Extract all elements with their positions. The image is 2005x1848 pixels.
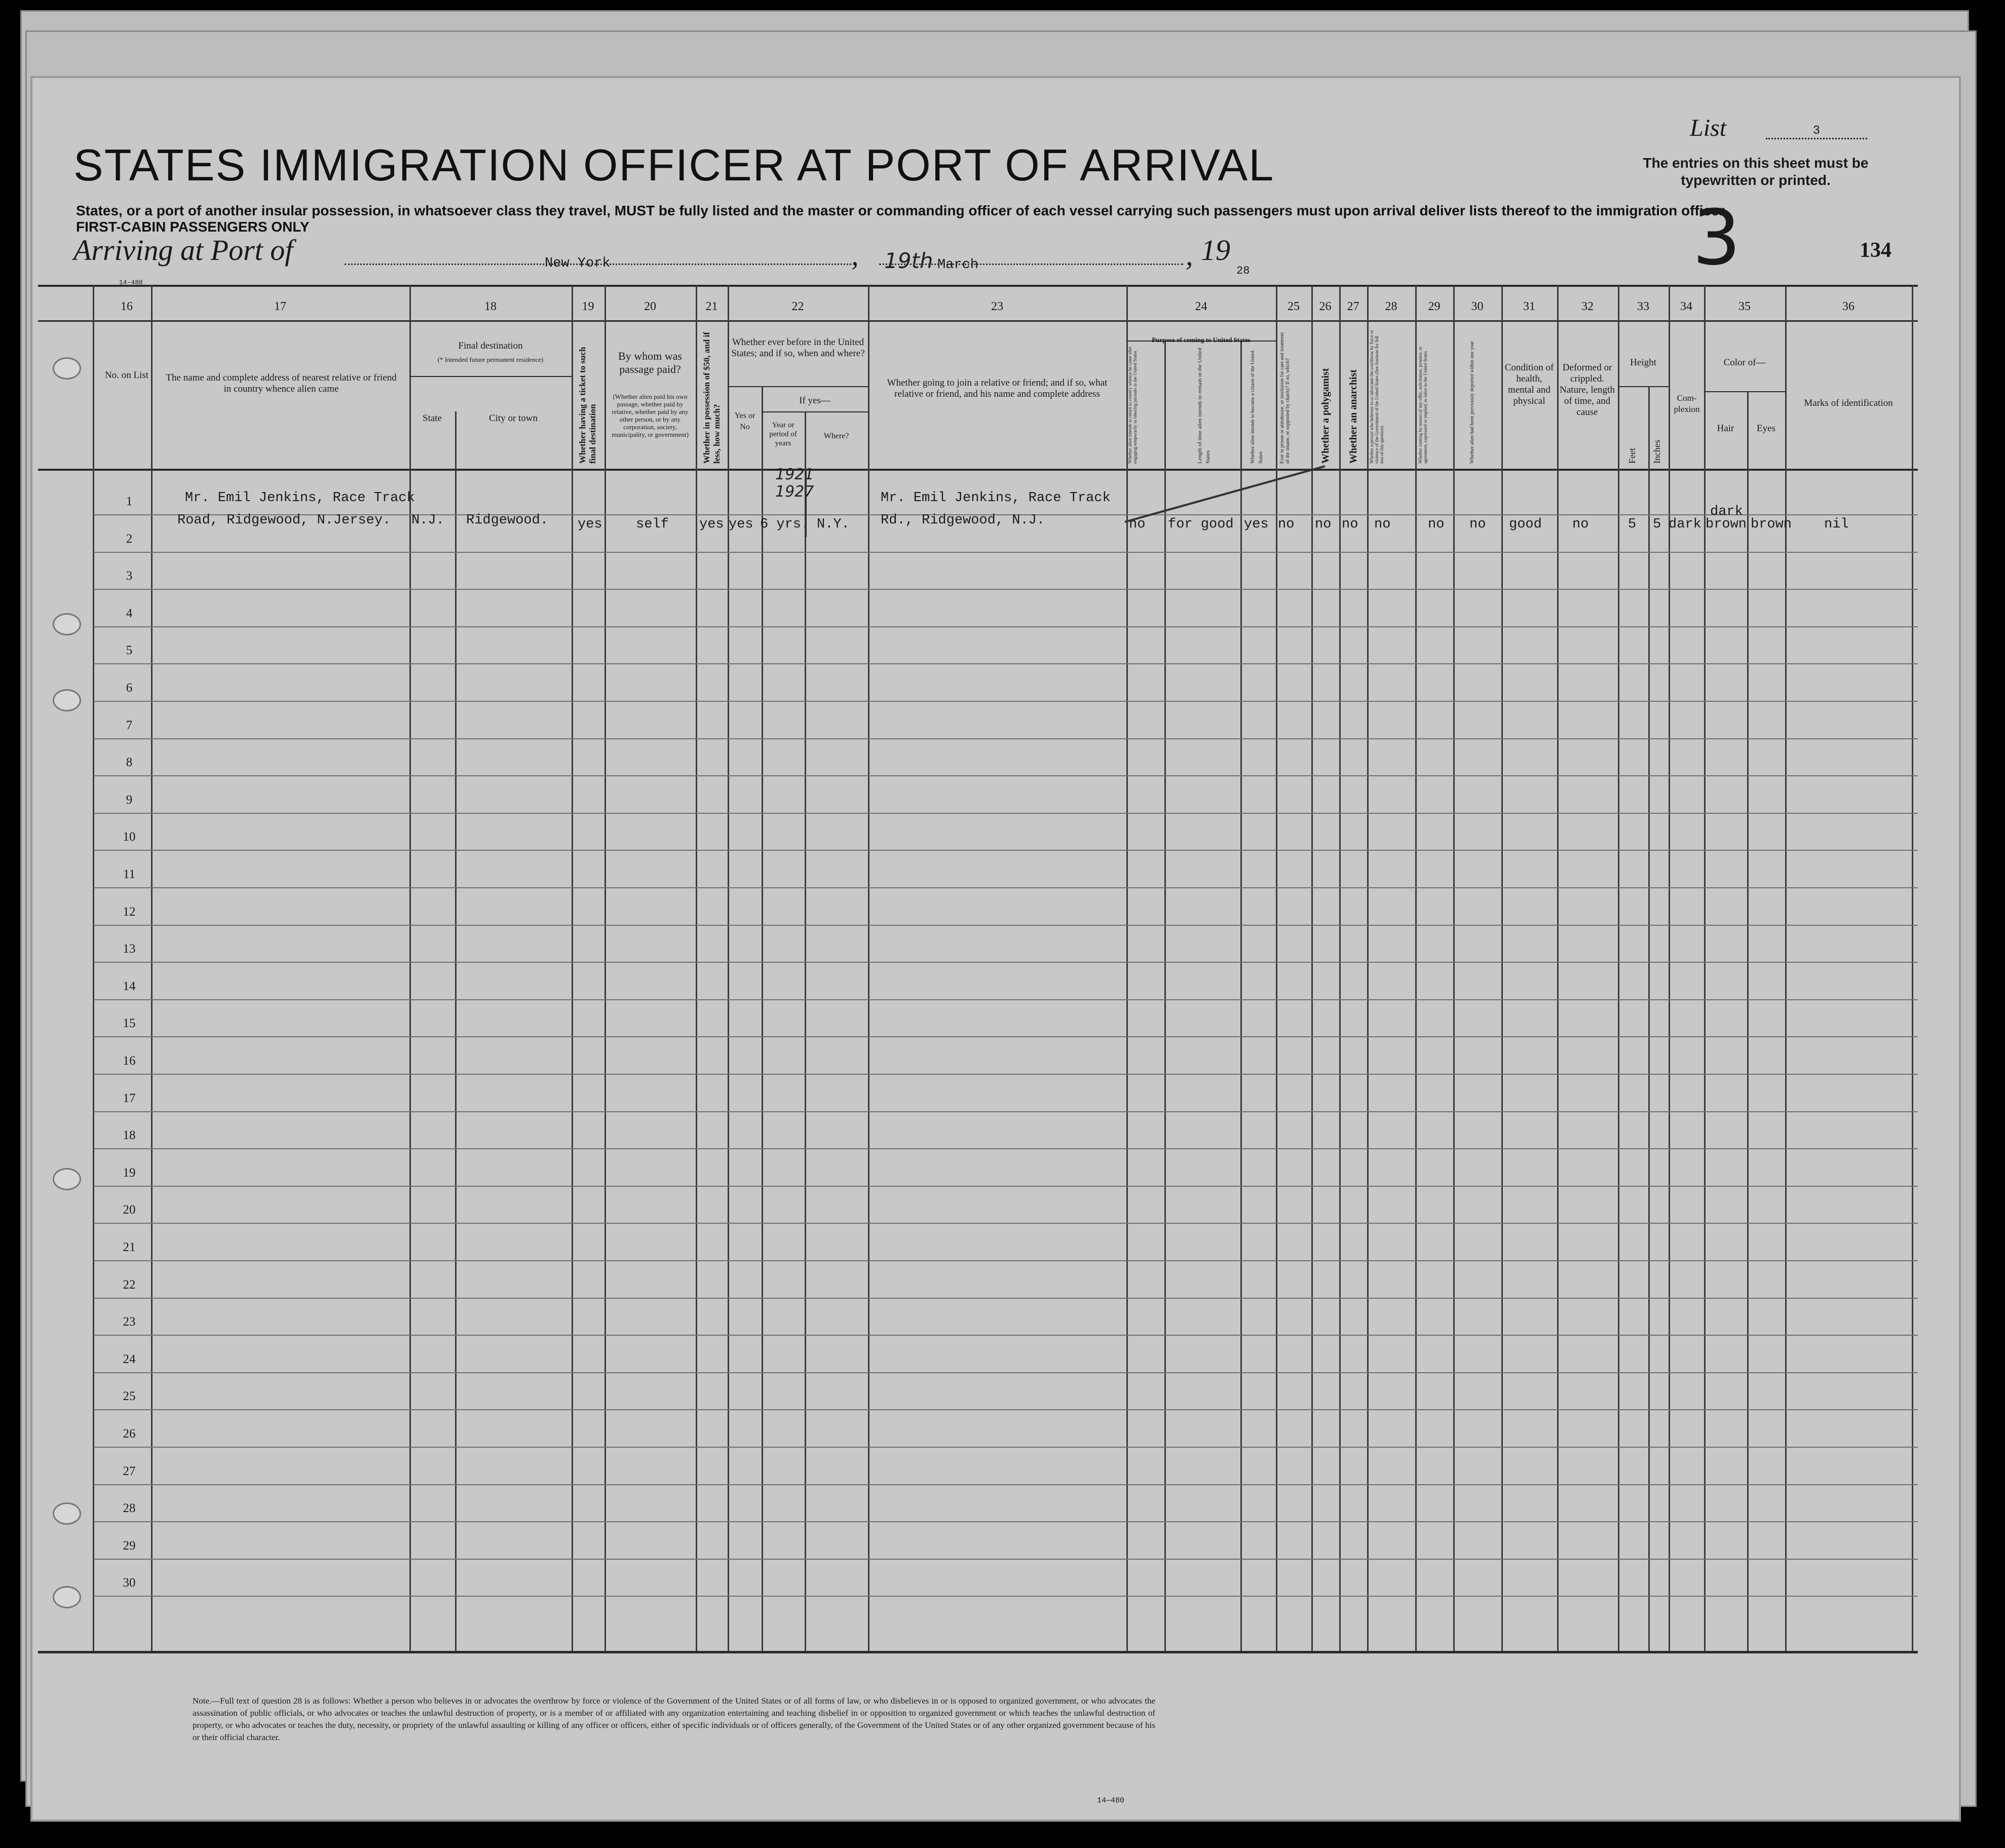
col-rule bbox=[728, 285, 729, 1651]
row1-deported: no bbox=[1469, 517, 1486, 532]
col-rule bbox=[93, 285, 94, 1651]
header-where: Where? bbox=[823, 432, 849, 440]
row1-hair-line1: dark bbox=[1710, 504, 1743, 519]
header-yes-no: Yes or No bbox=[734, 411, 755, 431]
header-final-destination-note: (* Intended future permanent residence) bbox=[437, 356, 544, 363]
col-rule bbox=[1557, 285, 1559, 1651]
comma: , bbox=[851, 239, 859, 272]
header-state: State bbox=[423, 413, 442, 424]
row1-polygamist: no bbox=[1315, 517, 1332, 532]
col-rule bbox=[1747, 391, 1749, 1651]
col-number: 16 bbox=[121, 300, 133, 313]
list-number: 3 bbox=[1766, 124, 1867, 139]
row-number: 18 bbox=[123, 1128, 136, 1143]
row-number: 22 bbox=[123, 1277, 136, 1292]
col-number: 24 bbox=[1195, 300, 1207, 313]
header-color-of: Color of— bbox=[1723, 357, 1766, 368]
col-number: 28 bbox=[1385, 300, 1397, 313]
row-rule bbox=[94, 999, 1918, 1000]
header-purpose-citizen: Whether alien intends to become a citizen of the United States bbox=[1250, 351, 1264, 464]
row1-prison: no bbox=[1278, 517, 1295, 532]
header-overthrow: Whether a person who believes in or advocates the overthrow by force or violence of the Government of the United States (See footnote for full text of this question) bbox=[1369, 330, 1384, 464]
row-number: 4 bbox=[126, 606, 133, 620]
header-prison: Ever in prison or almshouse, or institution for care and treatment of the insane, or supported by charity? If so, which? bbox=[1279, 332, 1291, 464]
row1-hair-line2: brown bbox=[1706, 517, 1747, 532]
header-complexion: Com-plexion bbox=[1674, 393, 1700, 414]
row-rule bbox=[94, 962, 1918, 963]
row-number: 27 bbox=[123, 1464, 136, 1478]
row-number: 13 bbox=[123, 942, 136, 956]
row1-length-stay: for good bbox=[1168, 517, 1234, 532]
col-number: 23 bbox=[991, 300, 1003, 313]
row-number: 24 bbox=[123, 1352, 136, 1366]
year-suffix: 28 bbox=[1236, 265, 1250, 277]
row-rule bbox=[94, 1559, 1918, 1560]
row-number: 16 bbox=[123, 1054, 136, 1068]
form-code: 14-480 bbox=[119, 279, 143, 286]
subheader-rule bbox=[762, 411, 868, 412]
col-number: 25 bbox=[1288, 300, 1300, 313]
header-marks: Marks of identification bbox=[1804, 398, 1893, 408]
row-rule bbox=[94, 589, 1918, 590]
row-rule bbox=[94, 738, 1918, 739]
col-number: 36 bbox=[1842, 300, 1855, 313]
header-polygamist: Whether a polygamist bbox=[1320, 368, 1331, 464]
header-hair: Hair bbox=[1717, 423, 1734, 434]
date-underline bbox=[879, 263, 1183, 265]
manifest-sheet bbox=[30, 76, 1961, 1822]
col-rule bbox=[1648, 386, 1650, 1651]
col-rule bbox=[1669, 285, 1670, 1651]
row1-inches: 5 bbox=[1653, 517, 1661, 532]
header-purpose: Purpose of coming to United States bbox=[1152, 336, 1251, 344]
header-feet: Feet bbox=[1627, 448, 1637, 464]
header-by-whom: By whom was passage paid? bbox=[618, 350, 682, 375]
header-city: City or town bbox=[488, 413, 538, 424]
row1-feet: 5 bbox=[1628, 517, 1637, 532]
row-rule bbox=[94, 1148, 1918, 1149]
passenger-class: FIRST-CABIN PASSENGERS ONLY bbox=[76, 219, 310, 235]
subheader-rule bbox=[409, 376, 572, 377]
table-top-rule bbox=[38, 285, 1918, 287]
row1-ever-before: yes bbox=[729, 517, 753, 532]
row1-contract: no bbox=[1428, 517, 1445, 532]
row-number: 8 bbox=[126, 756, 133, 770]
row-number: 14 bbox=[123, 979, 136, 993]
row-number: 29 bbox=[123, 1538, 136, 1553]
row-number: 25 bbox=[123, 1389, 136, 1404]
row-number: 7 bbox=[126, 718, 133, 732]
list-label: List bbox=[1690, 115, 1727, 141]
pencil-bracket bbox=[796, 466, 816, 542]
pencil-stroke bbox=[1115, 456, 1328, 527]
header-inches: Inches bbox=[1652, 440, 1662, 464]
col-number: 22 bbox=[791, 300, 804, 313]
col-number: 27 bbox=[1347, 300, 1359, 313]
row1-years: 6 yrs. bbox=[760, 517, 810, 532]
row-number: 10 bbox=[123, 830, 136, 844]
row-number: 28 bbox=[123, 1501, 136, 1516]
col-rule bbox=[1453, 285, 1455, 1651]
arriving-label: Arriving at Port of bbox=[73, 234, 293, 267]
col-rule bbox=[1164, 341, 1166, 1651]
row-rule bbox=[94, 552, 1918, 553]
row1-deformed: no bbox=[1572, 517, 1589, 532]
col-number: 21 bbox=[705, 300, 718, 313]
col-rule bbox=[604, 285, 606, 1651]
row-number: 21 bbox=[123, 1240, 136, 1254]
row-number: 26 bbox=[123, 1427, 136, 1441]
header-deported: Whether alien had been previously deported within one year bbox=[1469, 341, 1475, 464]
row-rule bbox=[94, 663, 1918, 664]
col-rule bbox=[1618, 285, 1619, 1651]
month-value: March bbox=[937, 257, 979, 273]
comma: , bbox=[1186, 239, 1193, 272]
col-rule bbox=[805, 411, 806, 1651]
row1-marks: nil bbox=[1824, 517, 1849, 532]
row-rule bbox=[94, 887, 1918, 888]
col-rule bbox=[868, 285, 869, 1651]
header-health: Condition of health, mental and physical bbox=[1504, 362, 1554, 406]
header-purpose-length: Length of time alien intends to remain in the United States bbox=[1197, 348, 1211, 464]
row-number: 15 bbox=[123, 1016, 136, 1031]
row1-citizen: yes bbox=[1244, 517, 1269, 532]
row-number: 12 bbox=[123, 904, 136, 919]
row-rule bbox=[94, 775, 1918, 776]
row1-join-line1: Mr. Emil Jenkins, Race Track bbox=[881, 491, 1111, 506]
col-rule bbox=[1415, 285, 1417, 1651]
year-prefix: 19 bbox=[1201, 234, 1230, 267]
row-rule bbox=[94, 1521, 1918, 1522]
row1-join-line2: Rd., Ridgewood, N.J. bbox=[881, 513, 1045, 528]
row-rule bbox=[94, 1447, 1918, 1448]
header-anarchist: Whether an anarchist bbox=[1348, 369, 1359, 464]
row1-city: Ridgewood. bbox=[466, 513, 549, 528]
row-number: 19 bbox=[123, 1165, 136, 1180]
row1-overthrow: no bbox=[1374, 517, 1391, 532]
col-number: 26 bbox=[1319, 300, 1332, 313]
col-rule bbox=[1785, 285, 1787, 1651]
row1-where: N.Y. bbox=[817, 517, 850, 532]
header-by-whom-note: (Whether alien paid his own passage, whether paid by relative, whether paid by any other person, or by any corporation, society, municipality, or government) bbox=[612, 393, 689, 438]
table-bottom-rule bbox=[38, 1651, 1918, 1653]
binder-hole bbox=[53, 1586, 81, 1608]
subheader-rule bbox=[1704, 391, 1785, 392]
row-number: 2 bbox=[126, 532, 133, 546]
row1-relative-line1: Mr. Emil Jenkins, Race Track bbox=[185, 491, 415, 506]
row-rule bbox=[94, 1223, 1918, 1224]
port-value: New York bbox=[545, 256, 611, 271]
row-number: 3 bbox=[126, 569, 133, 583]
header-height: Height bbox=[1630, 357, 1656, 368]
row1-anarchist: no bbox=[1342, 517, 1358, 532]
row-number: 5 bbox=[126, 644, 133, 658]
col-number: 34 bbox=[1680, 300, 1692, 313]
row-rule bbox=[94, 1036, 1918, 1037]
header-eyes: Eyes bbox=[1757, 423, 1775, 434]
header-ticket: Whether having a ticket to such final destination bbox=[578, 347, 597, 464]
column-number-rule bbox=[38, 320, 1918, 322]
row1-complexion: dark bbox=[1669, 517, 1701, 532]
footnote-question-28: Note.—Full text of question 28 is as follows: Whether a person who believes in or advocates the overthrow by force or violence of the Government of the United States or of all forms of law, or who disbelieves in or is opposed to organized government, or who advocates the assassination of public officials, or who advocates or teaches the unlawful destruction of property, or is a member of or affiliated with any organization entertaining and teaching disbelief in or opposition to organized government or which teaches the unlawful destruction of property, or who advocates or teaches the duty, necessity, or propriety of the unlawful assaulting or killing of any officer or officers, either of specific individuals or of officers generally, of the Government of the United States or of any other organized government because of his or their official character. bbox=[193, 1696, 1155, 1742]
col-number: 20 bbox=[644, 300, 656, 313]
col-rule bbox=[696, 285, 697, 1651]
row-rule bbox=[94, 1111, 1918, 1112]
row1-fifty: yes bbox=[699, 517, 724, 532]
header-year-period: Year or period of years bbox=[769, 421, 797, 447]
binder-hole bbox=[53, 1502, 81, 1525]
subheader-rule bbox=[1618, 386, 1669, 387]
row-number: 17 bbox=[123, 1091, 136, 1105]
row-rule bbox=[94, 1260, 1918, 1261]
col-number: 31 bbox=[1523, 300, 1535, 313]
row-rule bbox=[94, 1409, 1918, 1410]
row-number: 1 bbox=[126, 495, 133, 508]
form-instruction: States, or a port of another insular possession, in whatsoever class they travel, MUST be fully listed and the master or commanding officer of each vessel carrying such passengers must upon arrival deliver lists thereof to the immigration officer bbox=[76, 203, 1725, 218]
col-rule bbox=[409, 285, 411, 1651]
row-rule bbox=[94, 1372, 1918, 1373]
header-final-destination: Final destination bbox=[458, 341, 523, 351]
header-if-yes: If yes— bbox=[799, 395, 830, 406]
row-number: 9 bbox=[126, 793, 133, 807]
page-number: 134 bbox=[1860, 239, 1891, 262]
row-rule bbox=[94, 813, 1918, 814]
col-rule bbox=[1501, 285, 1503, 1651]
row-rule bbox=[94, 1186, 1918, 1187]
header-join-relative: Whether going to join a relative or friend; and if so, what relative or friend, and his name and complete address bbox=[887, 378, 1108, 399]
header-purpose-return: Whether alien intends to return to country whence he came after engaging temporarily in laboring pursuits in the United States bbox=[1127, 346, 1138, 464]
row-rule bbox=[94, 850, 1918, 851]
row1-handwritten-years: 1921 1927 bbox=[775, 466, 814, 501]
row-number: 6 bbox=[126, 681, 133, 695]
row-rule bbox=[94, 1335, 1918, 1336]
row-number: 30 bbox=[123, 1576, 136, 1590]
row-rule bbox=[94, 1596, 1918, 1597]
row-rule bbox=[94, 1074, 1918, 1075]
binder-hole bbox=[53, 613, 81, 635]
form-title: STATES IMMIGRATION OFFICER AT PORT OF ARRIVAL bbox=[73, 140, 1275, 190]
row1-paid-by: self bbox=[636, 517, 669, 532]
col-rule bbox=[572, 285, 573, 1651]
binder-hole bbox=[53, 689, 81, 711]
day-value: 19th bbox=[884, 248, 933, 273]
row-number: 11 bbox=[123, 868, 136, 881]
col-rule bbox=[151, 285, 153, 1651]
row-number: 20 bbox=[123, 1203, 136, 1217]
subheader-rule bbox=[728, 386, 868, 387]
col-number: 17 bbox=[274, 300, 286, 313]
col-number: 19 bbox=[582, 300, 594, 313]
col-number: 30 bbox=[1471, 300, 1484, 313]
row1-relative-line2: Road, Ridgewood, N.Jersey. bbox=[177, 513, 391, 528]
row1-ticket: yes bbox=[578, 517, 602, 532]
col-rule bbox=[762, 386, 763, 1651]
col-number: 33 bbox=[1637, 300, 1649, 313]
header-no-on-list: No. on List bbox=[104, 370, 149, 381]
row1-health: good bbox=[1509, 517, 1542, 532]
row-rule bbox=[94, 925, 1918, 926]
row1-eyes: brown bbox=[1751, 517, 1792, 532]
binder-hole bbox=[53, 1168, 81, 1190]
row-rule bbox=[94, 701, 1918, 702]
header-deformed: Deformed or crippled. Nature, length of time, and cause bbox=[1560, 362, 1615, 418]
header-ever-before: Whether ever before in the United States; and if so, when and where? bbox=[731, 337, 865, 359]
col-rule bbox=[1912, 285, 1913, 1651]
footer-form-code: 14—480 bbox=[1097, 1796, 1125, 1805]
col-number: 35 bbox=[1738, 300, 1751, 313]
col-number: 29 bbox=[1428, 300, 1441, 313]
row-rule bbox=[94, 626, 1918, 627]
col-rule bbox=[1240, 341, 1242, 1651]
header-bottom-rule bbox=[38, 469, 1918, 471]
row-rule bbox=[94, 1484, 1918, 1485]
row1-state: N.J. bbox=[411, 513, 444, 528]
binder-hole bbox=[53, 357, 81, 380]
typewritten-note: The entries on this sheet must be typewritten or printed. bbox=[1643, 155, 1869, 188]
col-number: 32 bbox=[1581, 300, 1594, 313]
header-contract: Whether coming by reason of any offer, solicitation, promise, or agreement, expressed or implied, to labor in the United States bbox=[1418, 346, 1428, 464]
col-rule bbox=[455, 411, 457, 1651]
row1-return-temp: no bbox=[1129, 517, 1146, 532]
col-rule bbox=[1704, 285, 1706, 1651]
sheet-number: 3 bbox=[1692, 194, 1741, 282]
col-rule bbox=[1339, 285, 1341, 1651]
header-nearest-relative: The name and complete address of nearest relative or friend in country whence alien came bbox=[166, 372, 397, 394]
col-number: 18 bbox=[484, 300, 497, 313]
header-fifty-dollars: Whether in possession of $50, and if less, how much? bbox=[702, 332, 722, 464]
col-rule bbox=[1367, 285, 1369, 1651]
row-number: 23 bbox=[123, 1315, 136, 1329]
row-rule bbox=[94, 1298, 1918, 1299]
